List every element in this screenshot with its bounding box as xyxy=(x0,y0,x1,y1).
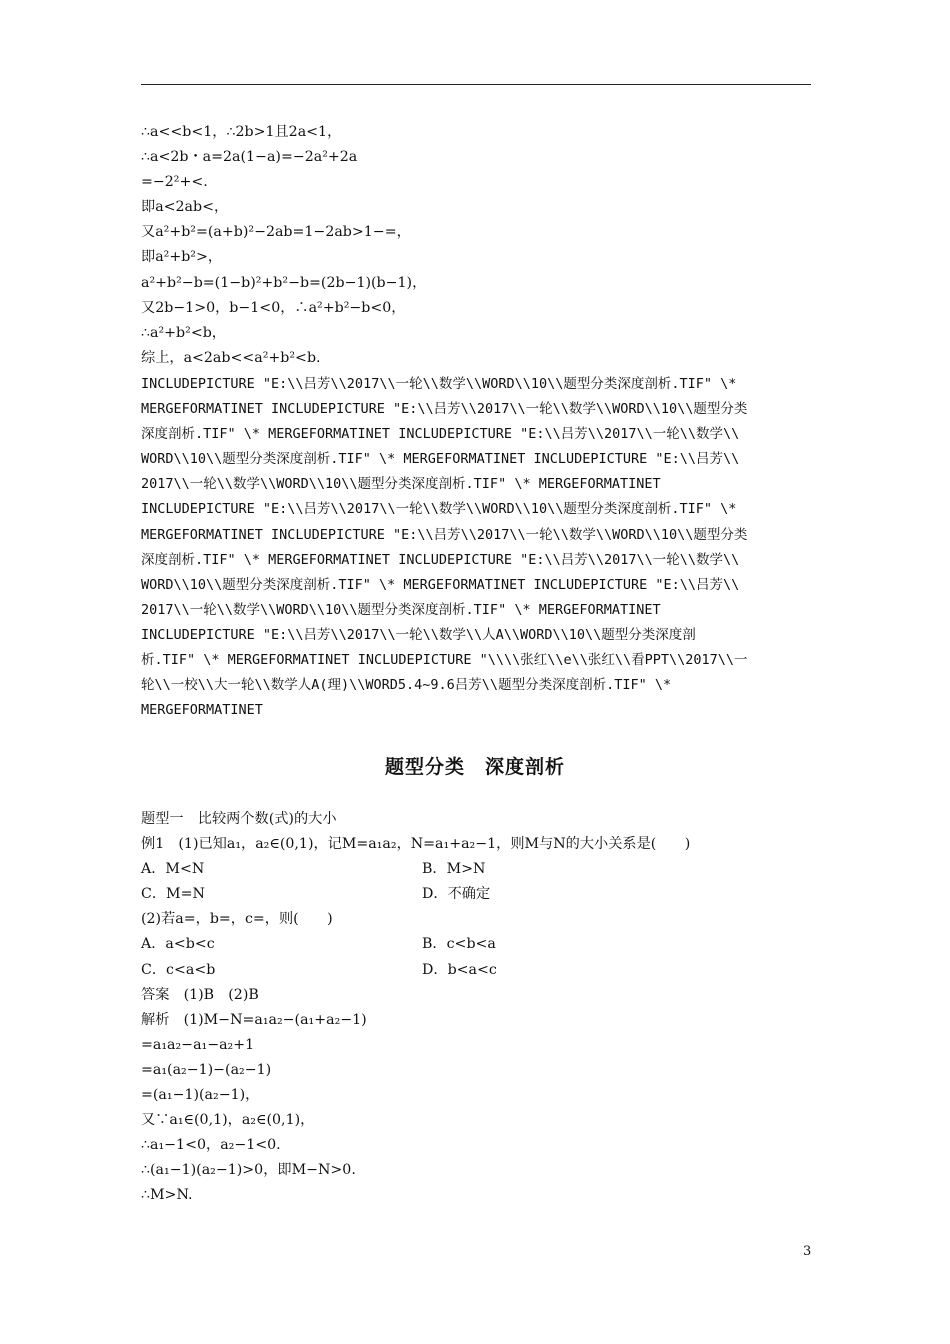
proof-line: ∴a<<b<1，∴2b>1且2a<1， xyxy=(141,124,342,140)
field-code-line: INCLUDEPICTURE "E:\\吕芳\\2017\\一轮\\数学\\WORD\\10\\题型分类深度剖析.TIF" \* xyxy=(141,501,737,518)
field-code-line: WORD\\10\\题型分类深度剖析.TIF" \* MERGEFORMATINET INCLUDEPICTURE "E:\\吕芳\\ xyxy=(141,576,740,593)
analysis-line: 解析 (1)M−N=a₁a₂−(a₁+a₂−1) xyxy=(141,1011,367,1028)
option-b: B．c<b<a xyxy=(422,936,496,953)
option-c: C．M=N xyxy=(141,886,205,903)
option-d: D．不确定 xyxy=(422,886,491,903)
option-d: D．b<a<c xyxy=(422,961,497,978)
type-title: 题型一 比较两个数(式)的大小 xyxy=(141,811,337,827)
option-row xyxy=(141,958,813,983)
problem-block xyxy=(141,807,813,1209)
field-code-line: MERGEFORMATINET INCLUDEPICTURE "E:\\吕芳\\2017\\一轮\\数学\\WORD\\10\\题型分类 xyxy=(141,401,748,418)
option-a: A．M<N xyxy=(141,861,205,878)
field-code-line: 轮\\一校\\大一轮\\数学人A(理)\\WORD5.4~9.6吕芳\\题型分类深度剖析.TIF" \* xyxy=(141,677,672,694)
option-row xyxy=(141,857,813,882)
field-code-line: 深度剖析.TIF" \* MERGEFORMATINET INCLUDEPICTURE "E:\\吕芳\\2017\\一轮\\数学\\ xyxy=(141,426,740,443)
field-code-line: 析.TIF" \* MERGEFORMATINET INCLUDEPICTURE "\\\\张红\\e\\张红\\看PPT\\2017\\一 xyxy=(141,652,748,669)
proof-line: 又a²+b²=(a+b)²−2ab=1−2ab>1−=， xyxy=(141,224,411,241)
option-c: C．c<a<b xyxy=(141,961,216,978)
section-heading: 题型分类 深度剖析 xyxy=(384,756,565,778)
proof-line: 综上，a<2ab<<a²+b²<b. xyxy=(141,349,321,366)
field-code-line: 2017\\一轮\\数学\\WORD\\10\\题型分类深度剖析.TIF" \* MERGEFORMATINET xyxy=(141,476,661,493)
option-a: A．a<b<c xyxy=(141,936,215,953)
analysis-line: ∴(a₁−1)(a₂−1)>0，即M−N>0. xyxy=(141,1162,356,1179)
proof-line: 即a<2ab<， xyxy=(141,199,229,216)
field-code-line: INCLUDEPICTURE "E:\\吕芳\\2017\\一轮\\数学\\WORD\\10\\题型分类深度剖析.TIF" \* xyxy=(141,376,737,392)
field-code-line: 2017\\一轮\\数学\\WORD\\10\\题型分类深度剖析.TIF" \* MERGEFORMATINET xyxy=(141,601,661,618)
proof-line: ∴a<2b・a=2a(1−a)=−2a²+2a xyxy=(141,149,358,166)
proof-block xyxy=(141,120,813,371)
field-code-line: MERGEFORMATINET INCLUDEPICTURE "E:\\吕芳\\2017\\一轮\\数学\\WORD\\10\\题型分类 xyxy=(141,526,748,543)
header-rule xyxy=(141,84,811,85)
answer-line: 答案 (1)B (2)B xyxy=(141,986,259,1003)
field-code-line: INCLUDEPICTURE "E:\\吕芳\\2017\\一轮\\数学\\人A\\WORD\\10\\题型分类深度剖 xyxy=(141,626,696,643)
analysis-line: 又∵a₁∈(0,1)，a₂∈(0,1)， xyxy=(141,1112,315,1129)
proof-line: ∴a²+b²<b， xyxy=(141,324,226,341)
proof-line: 即a²+b²>， xyxy=(141,249,223,266)
option-row xyxy=(141,932,813,957)
analysis-line: =a₁(a₂−1)−(a₂−1) xyxy=(141,1061,272,1078)
proof-line: =−2²+<. xyxy=(141,174,208,191)
field-code-line: MERGEFORMATINET xyxy=(141,702,263,719)
analysis-line: ∴M>N. xyxy=(141,1187,193,1204)
field-code-block xyxy=(141,372,813,723)
page-number: 3 xyxy=(803,1244,812,1259)
example-stem: 例1 (1)已知a₁，a₂∈(0,1)，记M=a₁a₂，N=a₁+a₂−1，则M与N的大小关系是( ) xyxy=(141,836,691,853)
analysis-line: ∴a₁−1<0，a₂−1<0. xyxy=(141,1137,281,1154)
part2-stem: (2)若a=，b=，c=，则( ) xyxy=(141,911,333,928)
proof-line: a²+b²−b=(1−b)²+b²−b=(2b−1)(b−1)， xyxy=(141,274,427,291)
analysis-line: =a₁a₂−a₁−a₂+1 xyxy=(141,1036,255,1053)
option-row xyxy=(141,882,813,907)
proof-line: 又2b−1>0，b−1<0，∴a²+b²−b<0， xyxy=(141,299,406,316)
analysis-line: =(a₁−1)(a₂−1)， xyxy=(141,1087,260,1104)
field-code-line: WORD\\10\\题型分类深度剖析.TIF" \* MERGEFORMATINET INCLUDEPICTURE "E:\\吕芳\\ xyxy=(141,451,740,468)
option-b: B．M>N xyxy=(422,861,486,878)
field-code-line: 深度剖析.TIF" \* MERGEFORMATINET INCLUDEPICTURE "E:\\吕芳\\2017\\一轮\\数学\\ xyxy=(141,551,740,568)
